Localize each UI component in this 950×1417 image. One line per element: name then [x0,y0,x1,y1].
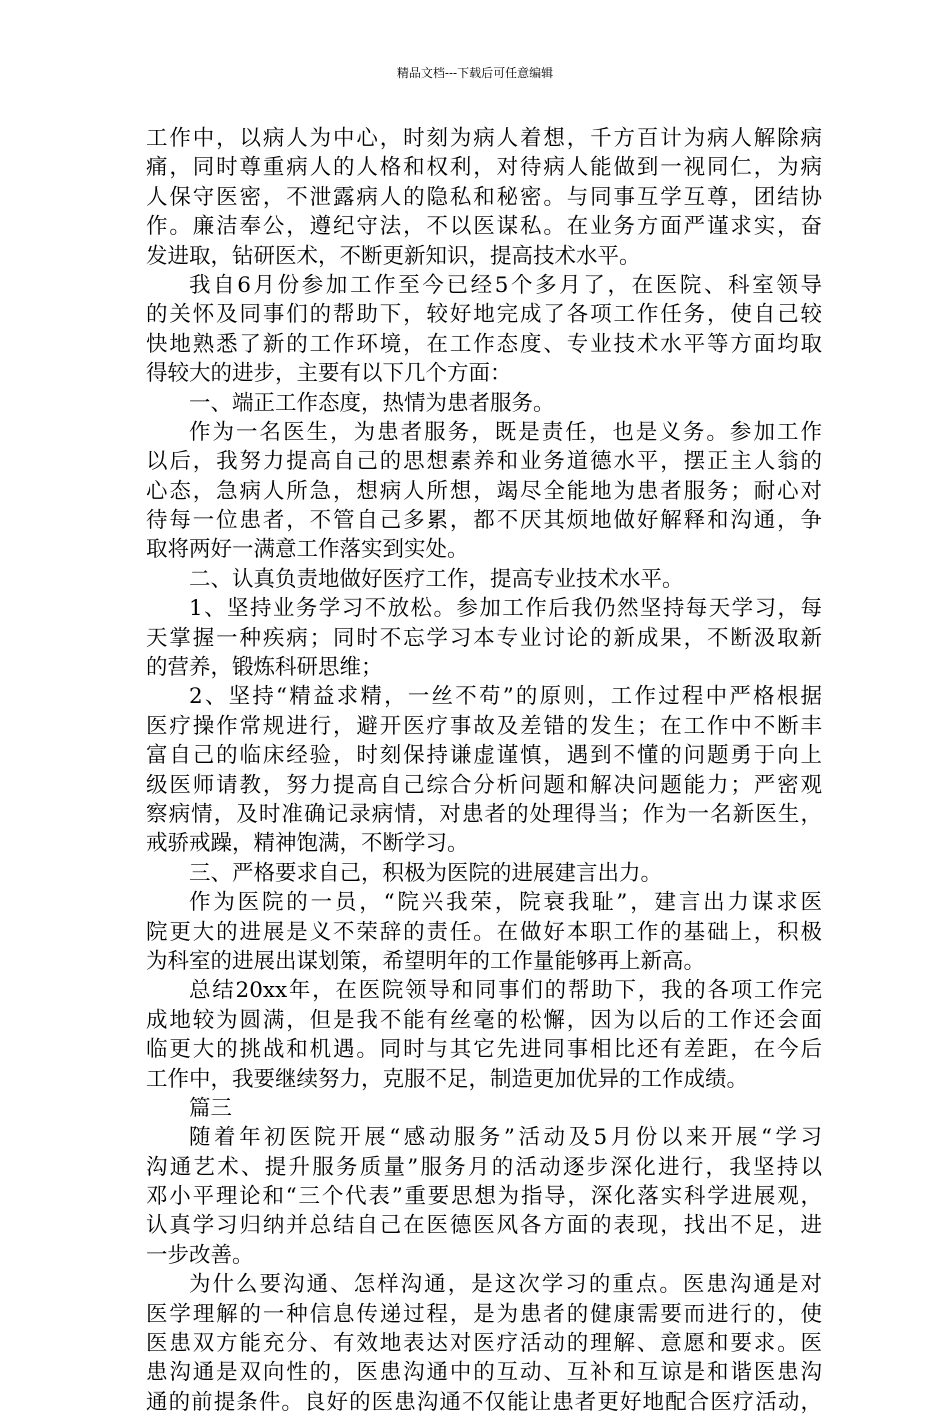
text-line: 痛，同时尊重病人的人格和权利，对待病人能做到一视同仁，为病 [146,155,822,181]
text-line: 总结20xx年，在医院领导和同事们的帮助下，我的各项工作完 [189,978,822,1004]
text-line: 心态，急病人所急，想病人所想，竭尽全能地为患者服务；耐心对 [146,478,822,504]
text-line: 医学理解的一种信息传递过程，是为患者的健康需要而进行的，使 [146,1301,822,1327]
text-line: 二、认真负责地做好医疗工作，提高专业技术水平。 [189,566,684,592]
text-line: 得较大的进步，主要有以下几个方面： [146,361,512,387]
text-line: 三、严格要求自己，积极为医院的进展建言出力。 [189,860,663,886]
text-line: 成地较为圆满，但是我不能有丝毫的松懈，因为以后的工作还会面 [146,1007,822,1033]
text-line: 邓小平理论和“三个代表”重要思想为指导，深化落实科学进展观， [146,1184,822,1210]
text-line: 随着年初医院开展“感动服务”活动及5月份以来开展“学习 [189,1125,822,1151]
text-line: 2、坚持“精益求精，一丝不苟”的原则，工作过程中严格根据 [189,684,822,710]
text-line: 工作中，我要继续努力，克服不足，制造更加优异的工作成绩。 [146,1066,749,1092]
text-line: 我自6月份参加工作至今已经5个多月了，在医院、科室领导 [189,272,822,298]
text-line: 的营养，锻炼科研思维； [146,655,383,681]
text-line: 临更大的挑战和机遇。同时与其它先进同事相比还有差距，在今后 [146,1037,822,1063]
text-line: 发进取，钻研医术，不断更新知识，提高技术水平。 [146,243,641,269]
text-line: 级医师请教，努力提高自己综合分析问题和解决问题能力；严密观 [146,772,822,798]
text-line: 医疗操作常规进行，避开医疗事故及差错的发生；在工作中不断丰 [146,713,822,739]
text-line: 以后，我努力提高自己的思想素养和业务道德水平，摆正主人翁的 [146,449,822,475]
text-line: 作为一名医生，为患者服务，既是责任，也是义务。参加工作 [189,419,822,445]
page-header: 精品文档---下载后可任意编辑 [396,66,554,80]
text-line: 戒骄戒躁，精神饱满，不断学习。 [146,831,469,857]
document-body [146,124,822,1417]
text-line: 患沟通是双向性的，医患沟通中的互动、互补和互谅是和谐医患沟 [146,1360,822,1386]
text-line: 篇三 [189,1095,233,1121]
text-line: 富自己的临床经验，时刻保持谦虚谨慎，遇到不懂的问题勇于向上 [146,743,822,769]
text-line: 为科室的进展出谋划策，希望明年的工作量能够再上新高。 [146,948,706,974]
text-line: 院更大的进展是义不荣辞的责任。在做好本职工作的基础上，积极 [146,919,822,945]
text-line: 医患双方能充分、有效地表达对医疗活动的理解、意愿和要求。医 [146,1331,822,1357]
text-line: 工作中，以病人为中心，时刻为病人着想，千方百计为病人解除病 [146,126,822,151]
text-line: 待每一位患者，不管自己多累，都不厌其烦地做好解释和沟通，争 [146,508,822,534]
text-line: 取将两好一满意工作落实到实处。 [146,537,469,563]
text-line: 一、端正工作态度，热情为患者服务。 [189,390,555,416]
text-line: 作为医院的一员，“院兴我荣，院衰我耻”，建言出力谋求医 [189,890,822,916]
text-line: 快地熟悉了新的工作环境，在工作态度、专业技术水平等方面均取 [146,331,822,357]
text-line: 沟通艺术、提升服务质量”服务月的活动逐步深化进行，我坚持以 [146,1154,822,1180]
text-line: 认真学习归纳并总结自己在医德医风各方面的表现，找出不足，进 [146,1213,822,1239]
text-line: 为什么要沟通、怎样沟通，是这次学习的重点。医患沟通是对 [189,1272,822,1298]
text-line: 通的前提条件。良好的医患沟通不仅能让患者更好地配合医疗活动， [146,1389,822,1415]
text-line: 作。廉洁奉公，遵纪守法，不以医谋私。在业务方面严谨求实，奋 [146,214,822,240]
text-line: 天掌握一种疾病；同时不忘学习本专业讨论的新成果，不断汲取新 [146,625,822,651]
text-line: 一步改善。 [146,1242,254,1268]
text-line: 1、坚持业务学习不放松。参加工作后我仍然坚持每天学习，每 [189,596,822,622]
text-line: 人保守医密，不泄露病人的隐私和秘密。与同事互学互尊，团结协 [146,184,822,210]
text-line: 的关怀及同事们的帮助下，较好地完成了各项工作任务，使自己较 [146,302,822,328]
text-line: 察病情，及时准确记录病情，对患者的处理得当；作为一名新医生， [146,801,822,827]
